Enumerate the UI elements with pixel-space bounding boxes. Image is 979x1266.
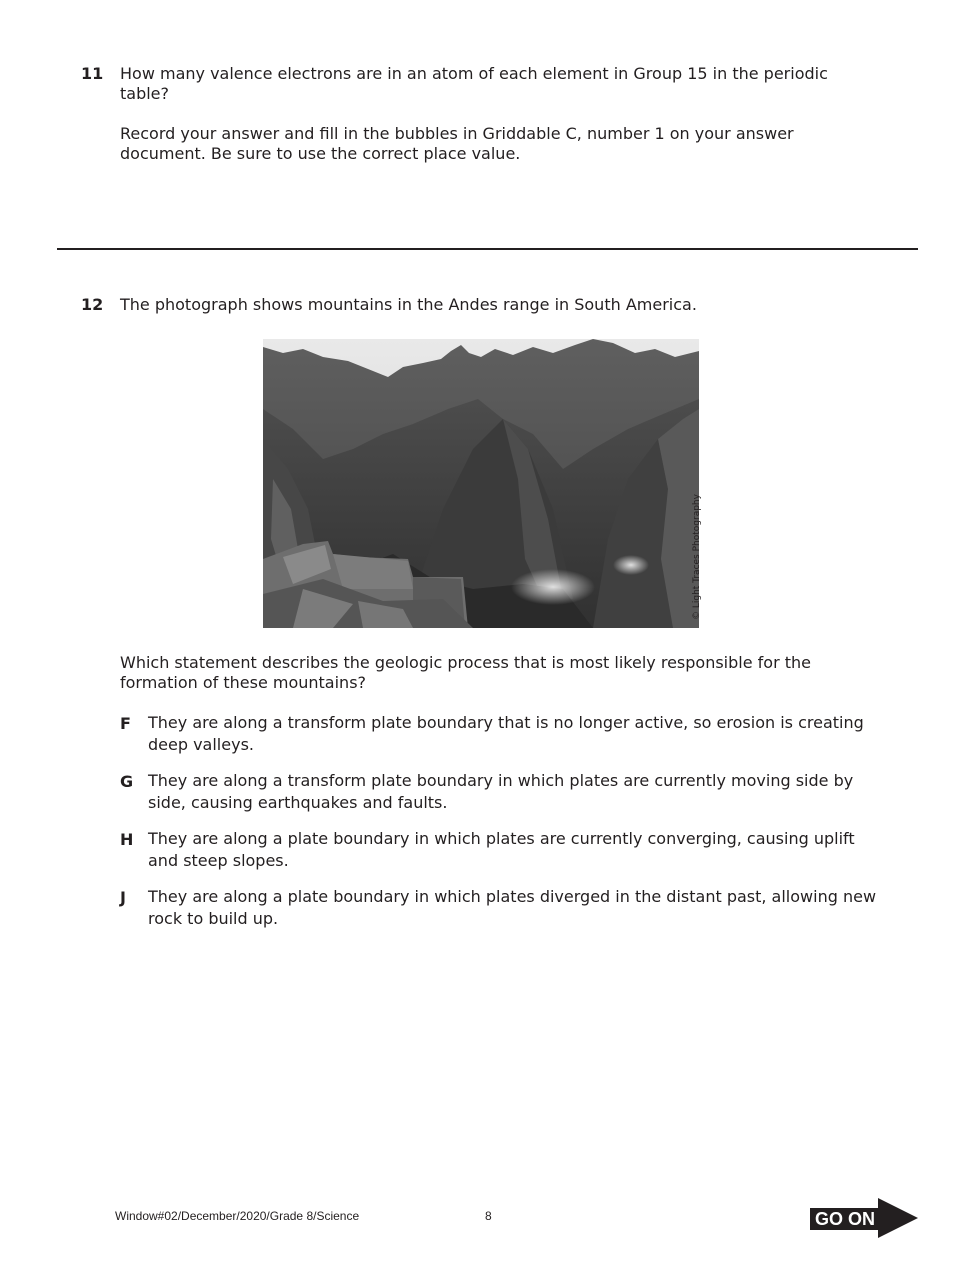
go-on-label: GO ON (810, 1208, 880, 1230)
option-text (148, 828, 888, 872)
option-letter: J (120, 888, 126, 907)
option-text-line1: They are along a plate boundary in which plates are currently converging, causing uplift (148, 829, 855, 848)
footer-form-code: Window#02/December/2020/Grade 8/Science (115, 1209, 360, 1223)
option-text (148, 886, 888, 930)
option-text (148, 770, 888, 814)
mist-cloud (511, 569, 595, 605)
option-text-line1: They are along a transform plate boundary in which plates are currently moving side by (148, 771, 854, 790)
option-text-line2: and steep slopes. (148, 851, 289, 870)
question-11-text-line2: table? (120, 84, 170, 103)
page-number: 8 (485, 1209, 492, 1223)
question-11-number: 11 (81, 64, 104, 83)
andes-mountains-photo (263, 339, 699, 628)
option-text-line1: They are along a transform plate boundary that is no longer active, so erosion is creating (148, 713, 864, 732)
option-text-line2: side, causing earthquakes and faults. (148, 793, 448, 812)
question-11-instruction-line2: document. Be sure to use the correct place value. (120, 144, 521, 163)
option-letter: G (120, 772, 134, 791)
option-letter: H (120, 830, 134, 849)
question-12-number: 12 (81, 295, 104, 314)
question-11-instruction-line1: Record your answer and fill in the bubbles in Griddable C, number 1 on your answer (120, 124, 794, 143)
photo-credit: © Light Traces Photography (692, 494, 702, 620)
question-11-text-line1: How many valence electrons are in an atom of each element in Group 15 in the periodic (120, 64, 828, 83)
option-letter: F (120, 714, 131, 733)
option-text-line2: deep valleys. (148, 735, 254, 754)
question-12-stem-line2: formation of these mountains? (120, 673, 367, 692)
question-12-intro: The photograph shows mountains in the Andes range in South America. (120, 295, 697, 314)
option-text (148, 712, 888, 756)
question-12-stem-line1: Which statement describes the geologic process that is most likely responsible for the (120, 653, 811, 672)
option-text-line1: They are along a plate boundary in which plates diverged in the distant past, allowing new (148, 887, 877, 906)
option-text-line2: rock to build up. (148, 909, 279, 928)
section-divider (57, 248, 918, 250)
